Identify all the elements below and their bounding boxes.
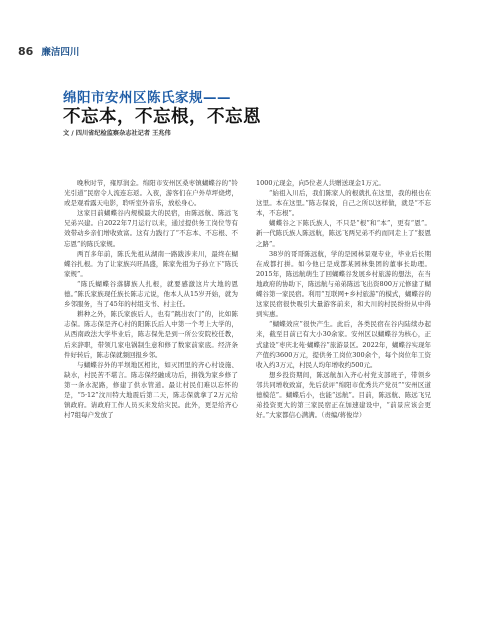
paragraph: 与蝴蝶谷外的平坝地区相比，如灭团里的齐心村设施、缺水，村民苦不堪言。陈志保经融成功后，捐钱为家乡修了第一条水泥路，修建了供水管道。最让村民们难以忘怀的是，“5·12”汶川特大地震后第二天，陈志保就拿了2万元给镇政府。请政府工作人员买来发给灾民。此外，更是给齐心村7组每户发放了 (64, 360, 238, 420)
section-name: 廉洁四川 (41, 47, 80, 58)
paragraph: “蝴蝶效应”很快产生。此后，各类民宿在谷内陆续办起来，截至目前已有大小30余家。安州区以蝴蝶谷为核心，正式建设“枣庆北苑·蝴蝶谷”旅游景区。2022年，蝴蝶谷实现年产值约3600万元，提供务工岗位300余个，每个岗位年工资收入约3万元，村民人均年增收约500元。 (256, 320, 431, 369)
running-head (18, 44, 79, 58)
paragraph: 两百多年前，陈氏先祖从湖南一路跋涉来川，最终在蝴蝶谷扎根。为了让家族兴旺昌盛，陈家先祖为子孙立下“陈氏家规”。 (64, 249, 238, 278)
paragraph: 1000元现金，向5位老人共赠送现金1万元。 (256, 179, 385, 187)
article-headline: 不忘本，不忘根，不忘恩 (63, 107, 261, 127)
paragraph: 想乡投资期间，陈远航加入齐心村党支部班子，带领乡邻共同增收致富，先后获评“绵阳市优秀共产党员”“安州区道德模范”。蝴蝶后小，也能“远航”。目前，陈远航、陈远飞兄弟投资更大的第三家民宿正在加速建设中，“前景应该会更好。”大家都信心满满。（责编/蒋俊岸） (256, 370, 431, 420)
paragraph: “陈氏蝴蝶谷落脚族人扎根，就要感激这片大地的恩德。”陈氏家族现任族长陈志元说，他本人从15岁开始，就为乡邻服务，当了45年的村组支书、村主任。 (64, 279, 238, 309)
article-byline: 文 / 四川省纪检监察杂志社记者 王兆伟 (63, 130, 171, 137)
page-number: 86 (18, 45, 34, 58)
paragraph: 这家目前蝴蝶谷内规模最大的民宿，由陈远航、陈远飞兄弟兴建。自2022年7月运行以来，通过提供务工岗位等有效带动乡亲们增收致富。这有力践行了“不忘本、不忘根、不忘恩”的陈氏家规。 (64, 209, 238, 248)
paragraph: 38岁的哥哥陈远航，学的是园林景观专业，毕业后长期在成都打拼。如今他已是成都某园林集团的董事长助理。2015年，陈远航萌生了回蝴蝶谷发展乡村旅游的想法，在当地政府的协助下，陈远航与弟弟陈远飞出资800万元修建了蝴蝶谷第一家民宿。利用“互联网+乡村旅游”的模式，蝴蝶谷的这家民宿很快吸引大量游客前来，和大川的村民纷纷从中得到实惠。 (256, 249, 431, 319)
paragraph: 蝴蝶谷之下陈氏族人，不只是“根”和“本”，更有“恩”。新一代陈氏族人陈远航，陈远飞两兄弟不约而同走上了“报恩之路”。 (256, 219, 431, 248)
paragraph: “始祖入川后，我们陈家人的根就扎在这里，我的根也在这里。本在这里。”陈志保说，自己之所以这样做，就是“不忘本，不忘根”。 (256, 189, 431, 218)
body-column-left (64, 178, 238, 420)
paragraph: 晚秋时节，雍厚润金。绵阳市安州区桑枣镇蝴蝶谷的“铃光引道”民宿令人流连忘返。入夜，游客们在户外草坪烧烤，或是观看露天电影，聆听室外音乐，放松身心。 (64, 179, 238, 208)
article-kicker: 绵阳市安州区陈氏家规—— (63, 90, 231, 106)
paragraph: 耕种之外，陈氏家族后人，也有“跳出农门”的，比如陈志保。陈志保是齐心村的阳陈氏后人中第一个考上大学的，从西南政法大学毕业后，陈志保先是到一所公安院校任教，后来辞职，带领几家电锅制生意和修了数家前家底。经济条件好转后，陈志保就频回报乡邻。 (64, 310, 238, 359)
body-column-right (256, 178, 431, 420)
